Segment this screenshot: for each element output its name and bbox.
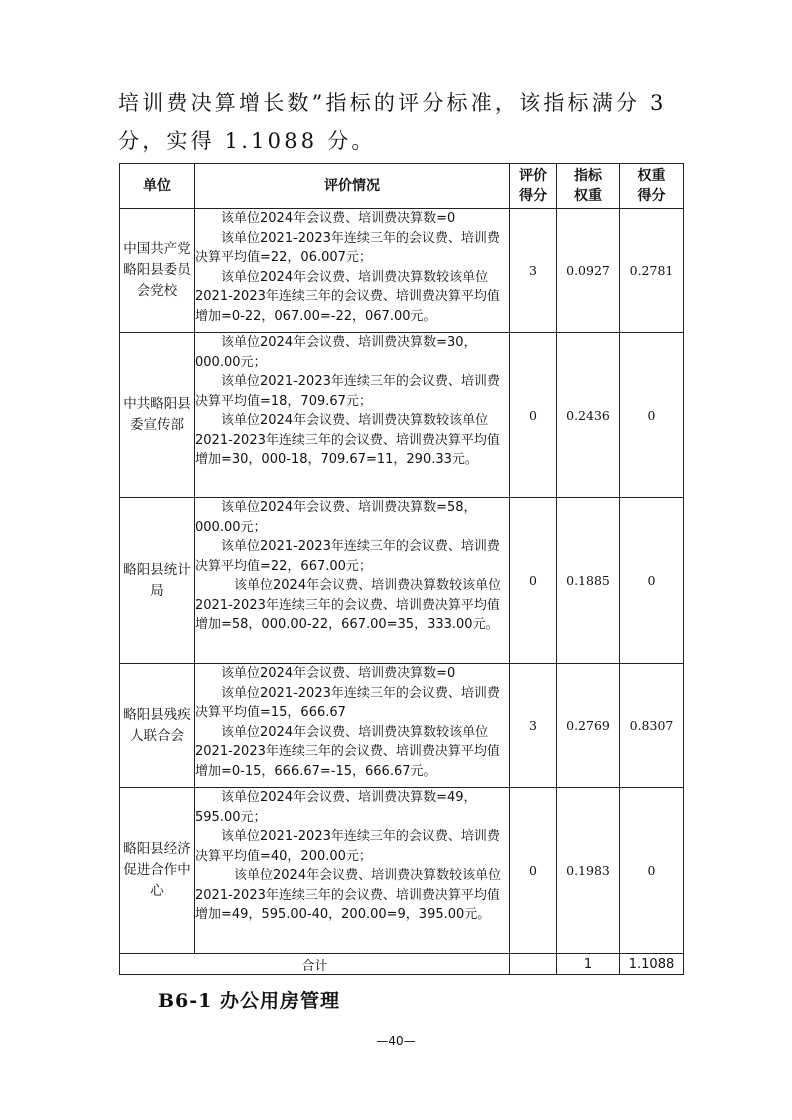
- desc-line: 该单位2024年会议费、培训费决算数较该单位2021-2023年连续三年的会议费、培训费决算平均值增加=30，000-18，709.67=11，290.33元。: [195, 413, 500, 467]
- desc-line: 该单位2024年会议费、培训费决算数较该单位2021-2023年连续三年的会议费、培训费决算平均值增加=58，000.00-22，667.00=35，333.00元。: [195, 578, 502, 632]
- total-score: [510, 954, 557, 975]
- header-score: 评价得分: [510, 164, 557, 209]
- desc-line: 该单位2021-2023年连续三年的会议费、培训费决算平均值=22，667.00元；: [195, 539, 500, 574]
- header-desc: 评价情况: [195, 164, 510, 209]
- desc-line: 该单位2024年会议费、培训费决算数=0: [221, 211, 456, 226]
- desc-line: 该单位2021-2023年连续三年的会议费、培训费决算平均值=40，200.00元；: [195, 829, 500, 864]
- row-score: 0: [510, 788, 557, 954]
- row-unit: 略阳县统计局: [120, 498, 195, 664]
- row-score: 3: [510, 209, 557, 333]
- desc-line: 该单位2024年会议费、培训费决算数较该单位2021-2023年连续三年的会议费、培训费决算平均值增加=0-22，067.00=-22，067.00元。: [195, 269, 500, 324]
- desc-line: 该单位2024年会议费、培训费决算数=30，000.00元；: [195, 335, 477, 370]
- desc-line: 该单位2024年会议费、培训费决算数=58，000.00元；: [195, 500, 477, 535]
- row-weighted: 0: [620, 498, 684, 664]
- row-weight: 0.2436: [557, 333, 620, 498]
- desc-line: 该单位2024年会议费、培训费决算数=0: [221, 666, 456, 681]
- row-weighted: 0.8307: [620, 664, 684, 788]
- table-row: [120, 333, 684, 498]
- row-weight: 0.0927: [557, 209, 620, 333]
- row-unit: 中共略阳县委宣传部: [120, 333, 195, 498]
- intro-line-1: 培训费决算增长数”指标的评分标准，该指标满分 3: [118, 91, 667, 115]
- desc-line: 该单位2021-2023年连续三年的会议费、培训费决算平均值=18，709.67元；: [195, 374, 500, 409]
- page-number: —40—: [376, 1034, 416, 1048]
- row-weighted: 0: [620, 788, 684, 954]
- header-weight: 指标权重: [557, 164, 620, 209]
- header-unit: 单位: [120, 164, 195, 209]
- row-desc: [195, 788, 510, 954]
- row-weight: 0.1983: [557, 788, 620, 954]
- row-score: 3: [510, 664, 557, 788]
- row-weighted: 0: [620, 333, 684, 498]
- total-weighted: 1.1088: [620, 954, 684, 975]
- evaluation-table: [119, 163, 684, 975]
- row-weight: 0.2769: [557, 664, 620, 788]
- section-heading: B6-1 办公用房管理: [158, 990, 341, 1012]
- intro-paragraph: [118, 84, 678, 160]
- table-row: [120, 788, 684, 954]
- desc-line: 该单位2021-2023年连续三年的会议费、培训费决算平均值=15，666.67: [195, 685, 500, 720]
- table-header-row: [120, 164, 684, 209]
- desc-line: 该单位2024年会议费、培训费决算数较该单位2021-2023年连续三年的会议费、培训费决算平均值增加=49，595.00-40，200.00=9，395.00元。: [195, 868, 502, 922]
- row-desc: [195, 333, 510, 498]
- row-unit: 略阳县残疾人联合会: [120, 664, 195, 788]
- desc-line: 该单位2024年会议费、培训费决算数较该单位2021-2023年连续三年的会议费、培训费决算平均值增加=0-15，666.67=-15，666.67元。: [195, 724, 500, 779]
- table-row: [120, 664, 684, 788]
- row-weighted: 0.2781: [620, 209, 684, 333]
- row-desc: [195, 209, 510, 333]
- row-unit: 中国共产党略阳县委员会党校: [120, 209, 195, 333]
- desc-line: 该单位2024年会议费、培训费决算数=49，595.00元；: [195, 790, 477, 825]
- total-row: [120, 954, 684, 975]
- table-row: [120, 209, 684, 333]
- row-score: 0: [510, 498, 557, 664]
- row-score: 0: [510, 333, 557, 498]
- desc-line: 该单位2021-2023年连续三年的会议费、培训费决算平均值=22，06.007元；: [195, 230, 500, 265]
- header-weighted: 权重得分: [620, 164, 684, 209]
- row-desc: [195, 664, 510, 788]
- row-desc: [195, 498, 510, 664]
- intro-line-2: 分，实得 1.1088 分。: [118, 129, 376, 153]
- table-row: [120, 498, 684, 664]
- row-unit: 略阳县经济促进合作中心: [120, 788, 195, 954]
- row-weight: 0.1885: [557, 498, 620, 664]
- total-weight: 1: [557, 954, 620, 975]
- total-label: 合计: [120, 954, 510, 975]
